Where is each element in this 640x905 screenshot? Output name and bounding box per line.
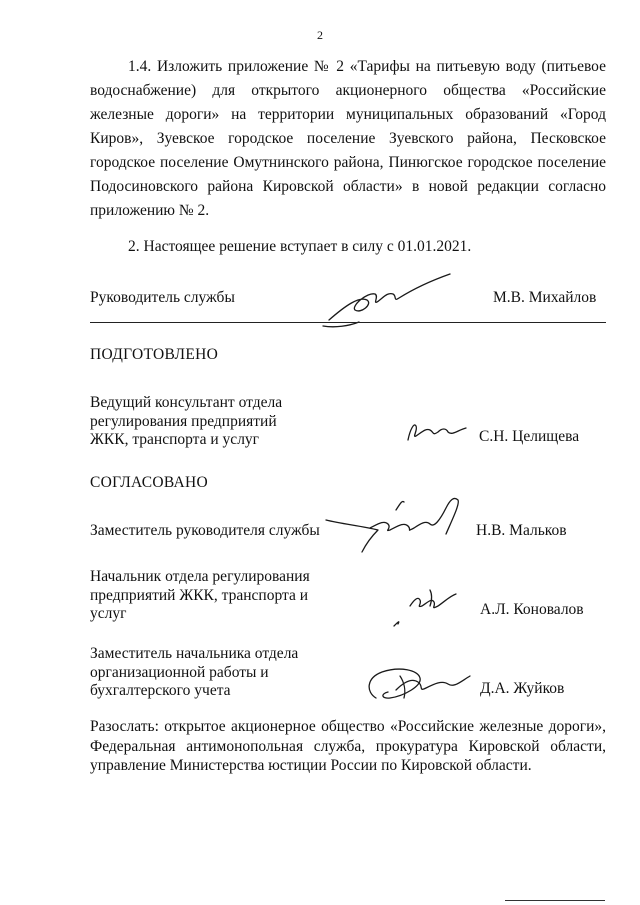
page-number: 2	[317, 28, 323, 42]
agreed-signer-3-position-line-3: бухгалтерского учета	[90, 682, 231, 699]
prepared-signature-icon	[402, 416, 472, 446]
divider-line	[90, 322, 606, 323]
paragraph-1-4: 1.4. Изложить приложение № 2 «Тарифы на питьевую воду (питьевое водоснабжение) для открытого акционерного общества «Российские железные дороги» на территории муниципальных образований «Город Киров», Зуевское городское поселение Зуевского района, Песковское городское поселение Омутнинского района, Пинюгское городское поселение Подосиновского района Кировской области» в новой редакции согласно приложению № 2.	[90, 58, 606, 219]
agreed-signer-3-signature-icon	[360, 664, 475, 706]
agreed-signer-2-position-line-1: Начальник отдела регулирования	[90, 568, 310, 585]
paragraph-2: 2. Настоящее решение вступает в силу с 01.01.2021.	[128, 238, 472, 255]
prepared-position-line-2: регулирования предприятий	[90, 412, 277, 430]
agreed-signer-2-signature-icon	[390, 580, 470, 630]
agreed-title: СОГЛАСОВАНО	[90, 474, 209, 491]
agreed-signer-3-position-line-2: организационной работы и	[90, 663, 269, 681]
head-signature-icon	[315, 270, 465, 330]
agreed-signer-2-position-line-3: услуг	[90, 605, 127, 622]
agreed-signer-2-position	[90, 568, 310, 624]
agreed-signer-1-name: Н.В. Мальков	[476, 522, 567, 539]
agreed-signer-1-position: Заместитель руководителя службы	[90, 522, 320, 539]
footer-line	[505, 900, 605, 901]
agreed-signer-3-position-line-1: Заместитель начальника отдела	[90, 645, 299, 662]
agreed-signer-3-name: Д.А. Жуйков	[480, 680, 565, 697]
head-name: М.В. Михайлов	[493, 289, 597, 306]
distribution-list: Разослать: открытое акционерное общество «Российские железные дороги», Федеральная антимонопольная служба, прокуратура Кировской области, управление Министерства юстиции России по Кировской области.	[90, 718, 606, 774]
agreed-signer-2-position-line-2: предприятий ЖКК, транспорта и	[90, 586, 308, 604]
prepared-name: С.Н. Целищева	[479, 428, 580, 445]
head-position: Руководитель службы	[90, 289, 235, 306]
prepared-position	[90, 394, 282, 450]
agreed-signer-3-position	[90, 645, 298, 701]
prepared-position-line-1: Ведущий консультант отдела	[90, 394, 283, 411]
agreed-signer-1-signature-icon	[322, 490, 472, 560]
prepared-title: ПОДГОТОВЛЕНО	[90, 346, 219, 363]
prepared-position-line-3: ЖКК, транспорта и услуг	[90, 431, 260, 448]
agreed-signer-2-name: А.Л. Коновалов	[480, 601, 584, 618]
